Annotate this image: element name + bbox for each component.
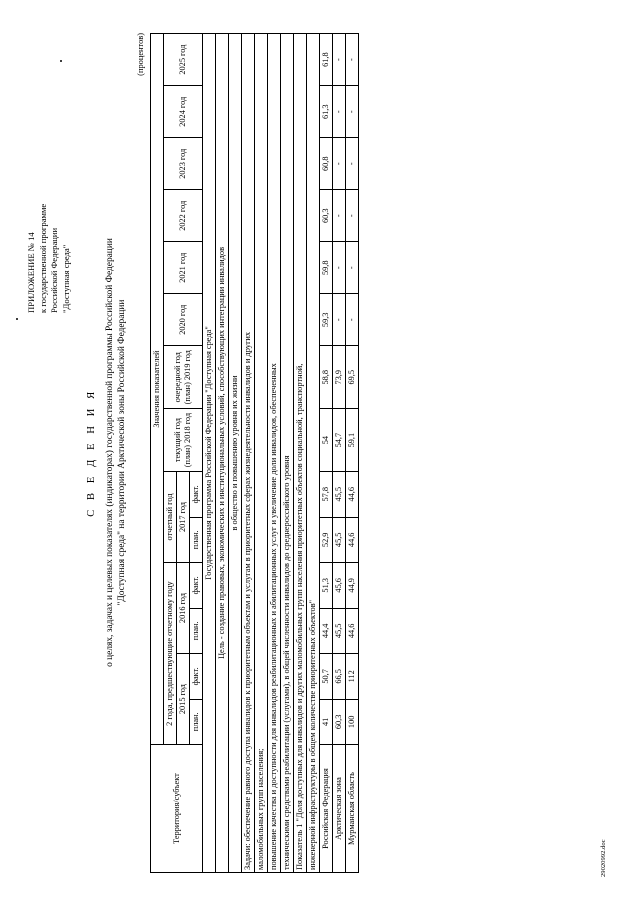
cell-rf-2016-fact: 51,3 <box>320 563 333 609</box>
task-line-2: маломобильных групп населения; <box>255 34 268 873</box>
cell-arctic-2025: - <box>333 34 346 86</box>
cell-rf-2022: 60,3 <box>320 190 333 242</box>
document-code: 29020992.doc <box>600 839 607 877</box>
cell-arctic-2019: 73,9 <box>333 346 346 409</box>
cell-rf-2023: 60,8 <box>320 138 333 190</box>
cell-arctic-2016-fact: 45,6 <box>333 563 346 609</box>
col-header-next-year: очередной год (план) 2019 год <box>164 346 203 409</box>
col-header-year-2020: 2020 год <box>164 294 203 346</box>
task-line-4: техническими средствами реабилитации (услугами), в общей численности инвалидов до среднероссийского уровня <box>281 34 294 873</box>
cell-murmansk-2015-plan: 100 <box>346 699 359 745</box>
cell-murmansk-2015-fact: 112 <box>346 654 359 700</box>
table-row <box>346 34 359 873</box>
col-header-year-2022: 2022 год <box>164 190 203 242</box>
program-title: Государственная программа Российской Федерации "Доступная среда" <box>203 34 216 873</box>
indicator-line-1: Показатель 1 "Доля доступных для инвалидов и других маломобильных групп населения приоритетных объектов социальной, транспортной, <box>294 34 307 873</box>
col-header-2017-fact: факт. <box>190 472 203 518</box>
cell-rf-2016-plan: 44,4 <box>320 608 333 654</box>
cell-rf-2021: 59,8 <box>320 242 333 294</box>
page-subtitle-line-2: "Доступная среда" на территории Арктической зоны Российской Федерации <box>117 299 127 606</box>
page-subtitle <box>104 0 128 905</box>
cell-murmansk-2016-plan: 44,6 <box>346 608 359 654</box>
task-row-3 <box>268 34 281 873</box>
indicator-line-2: инженерной инфраструктуры в общем количестве приоритетных объектов" <box>307 34 320 873</box>
cell-arctic-2017-plan: 45,5 <box>333 517 346 563</box>
cell-arctic-2015-plan: 60,3 <box>333 699 346 745</box>
cell-arctic-2023: - <box>333 138 346 190</box>
col-header-current-year: текущий год (план) 2018 год <box>164 409 203 472</box>
task-row-2 <box>255 34 268 873</box>
task-line-1: Задачи: обеспечение равного доступа инвалидов к приоритетным объектам и услугам в приоритетных сферах жизнедеятельности инвалидов и других <box>242 34 255 873</box>
goal-row-1 <box>216 34 229 873</box>
appendix-number: ПРИЛОЖЕНИЕ № 14 <box>26 232 36 313</box>
col-header-year-2024: 2024 год <box>164 86 203 138</box>
cell-murmansk-2019: 69,5 <box>346 346 359 409</box>
col-header-values-group: Значения показателей <box>151 34 164 745</box>
task-row-1 <box>242 34 255 873</box>
table-row <box>320 34 333 873</box>
col-header-2017-plan: план. <box>190 517 203 563</box>
cell-murmansk-2017-plan: 44,6 <box>346 517 359 563</box>
cell-rf-2024: 61,3 <box>320 86 333 138</box>
goal-line-2: в общество и повышению уровня их жизни <box>229 34 242 873</box>
cell-murmansk-2017-fact: 44,6 <box>346 472 359 518</box>
col-header-year-2015: 2015 год <box>177 654 190 745</box>
program-title-row <box>203 34 216 873</box>
row-name-murmansk: Мурманская область <box>346 745 359 873</box>
col-header-territory: Территория/субъект <box>151 745 203 873</box>
col-header-2015-fact: факт. <box>190 654 203 700</box>
cell-rf-2017-plan: 52,9 <box>320 517 333 563</box>
col-header-year-2021: 2021 год <box>164 242 203 294</box>
cell-rf-2017-fact: 57,8 <box>320 472 333 518</box>
cell-murmansk-2025: - <box>346 34 359 86</box>
col-header-year-2017: 2017 год <box>177 472 190 563</box>
page-subtitle-line-1: о целях, задачах и целевых показателях (индикаторах) государственной программы Российской Федерации <box>105 238 115 667</box>
indicator-row-1 <box>294 34 307 873</box>
indicator-row-2 <box>307 34 320 873</box>
cell-arctic-2016-plan: 45,5 <box>333 608 346 654</box>
appendix-program-line-2: Российской Федерации <box>49 227 59 313</box>
cell-rf-2018: 54 <box>320 409 333 472</box>
col-header-year-2016: 2016 год <box>177 563 190 654</box>
cell-murmansk-2024: - <box>346 86 359 138</box>
cell-rf-2015-plan: 41 <box>320 699 333 745</box>
cell-arctic-2021: - <box>333 242 346 294</box>
row-name-rf: Российская Федерация <box>320 745 333 873</box>
cell-murmansk-2016-fact: 44,9 <box>346 563 359 609</box>
cell-murmansk-2023: - <box>346 138 359 190</box>
cell-murmansk-2020: - <box>346 294 359 346</box>
task-row-4 <box>281 34 294 873</box>
cell-arctic-2017-fact: 45,5 <box>333 472 346 518</box>
appendix-program-name: "Доступная среда" <box>60 244 71 313</box>
row-name-arctic: Арктическая зона <box>333 745 346 873</box>
cell-murmansk-2022: - <box>346 190 359 242</box>
cell-arctic-2024: - <box>333 86 346 138</box>
cell-arctic-2020: - <box>333 294 346 346</box>
cell-rf-2015-fact: 50,7 <box>320 654 333 700</box>
goal-line-1: Цель - создание правовых, экономических и институциональных условий, способствующих интеграции инвалидов <box>216 34 229 873</box>
col-header-2016-fact: факт. <box>190 563 203 609</box>
col-header-year-2023: 2023 год <box>164 138 203 190</box>
appendix-program-line-1: к государственной программе <box>37 203 48 313</box>
cell-arctic-2022: - <box>333 190 346 242</box>
cell-rf-2020: 59,3 <box>320 294 333 346</box>
col-header-two-previous-years: 2 года, предшествующие отчетному году <box>164 563 177 745</box>
cell-murmansk-2021: - <box>346 242 359 294</box>
col-header-year-2025: 2025 год <box>164 34 203 86</box>
cell-rf-2019: 58,8 <box>320 346 333 409</box>
cell-arctic-2015-fact: 66,5 <box>333 654 346 700</box>
col-header-report-year: отчетный год <box>164 472 177 563</box>
indicators-table <box>150 33 359 873</box>
cell-rf-2025: 61,8 <box>320 34 333 86</box>
appendix-header <box>26 13 72 313</box>
table-row <box>333 34 346 873</box>
cell-murmansk-2018: 59,1 <box>346 409 359 472</box>
page-title: С В Е Д Е Н И Я <box>86 388 97 517</box>
task-line-3: повышение качества и доступности для инвалидов реабилитационных и абилитационных услуг и увеличение доли инвалидов, обеспеченных <box>268 34 281 873</box>
goal-row-2 <box>229 34 242 873</box>
table-header-row-1 <box>151 34 164 873</box>
col-header-2015-plan: план. <box>190 699 203 745</box>
cell-arctic-2018: 54,7 <box>333 409 346 472</box>
col-header-2016-plan: план. <box>190 608 203 654</box>
units-label: (процентов) <box>136 33 145 76</box>
